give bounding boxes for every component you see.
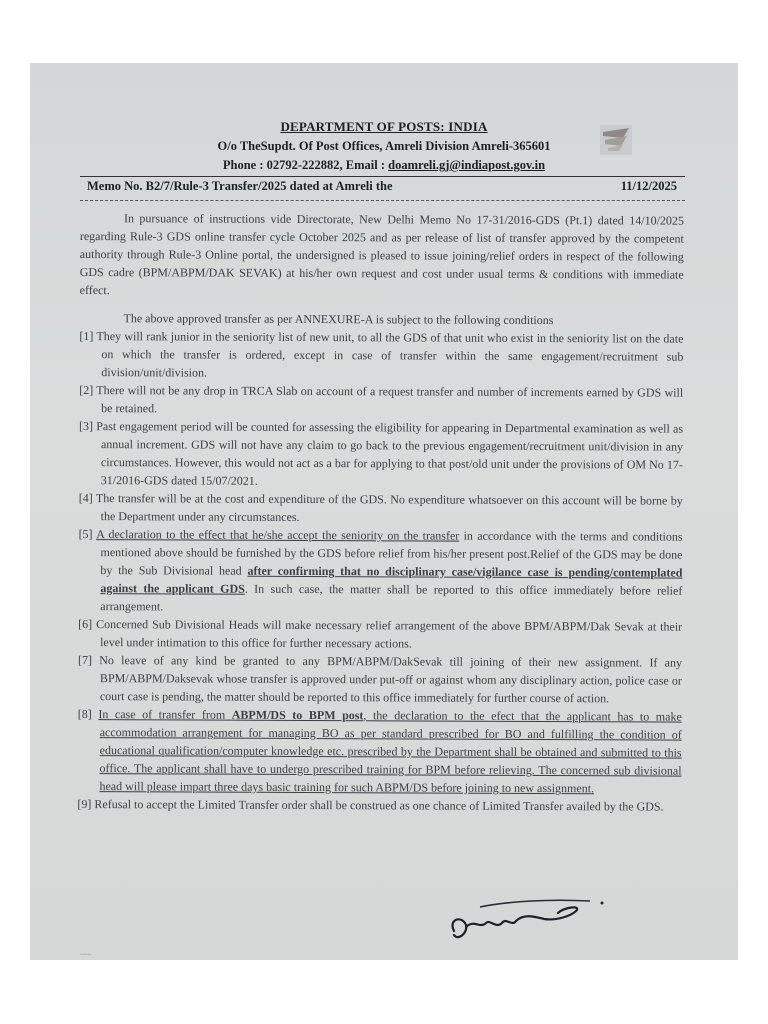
condition-6: [6] Concerned Sub Divisional Heads will make necessary relief arrangement of the above BPM/ABPM/Dak Sevak at their level under intimation to this office for further necessary actions. [78,616,683,651]
memo-date: 11/12/2025 [620,179,677,193]
abpm-to-bpm-clause: ABPM/DS to BPM post [231,707,364,723]
header-rule [80,176,685,177]
condition-4: [4] The transfer will be at the cost and expenditure of the GDS. No expenditure whatsoever on this account will be borne by the Department under any circumstances. [78,490,683,524]
condition-3: [3] Past engagement period will be counted for assessing the eligibility for appearing in Departmental examination as well as annual increment. GDS will not have any claim to go back to the previous engagement/recruitment unit/division in any circumstances. However, this would not act as a bar for applying to that post/old unit under the provisions of OM No 17-31/2016-GDS dated 15/07/2021. [79,418,684,488]
condition-1: [1] They will rank junior in the seniority list of new unit, to all the GDS of that unit who exist in the seniority list on the date on which the transfer is ordered, except in case of transfer within the same engagement/recruitment sub division/unit/division. [79,328,684,380]
page-footer-mark: ~~~ [80,951,92,959]
conditions-intro: The above approved transfer as per ANNEXURE-A is subject to the following conditions [123,311,554,328]
contact-line [30,158,738,173]
memo-number: Memo No. B2/7/Rule-3 Transfer/2025 dated at Amreli the [87,179,393,193]
no-disciplinary-clause: after confirming that no disciplinary case/vigilance case is pending/contemplated against the applicant GDS [100,563,683,596]
intro-paragraph: In pursuance of instructions vide Directorate, New Delhi Memo No 17-31/2016-GDS (Pt.1) dated 14/10/2025 regarding Rule-3 GDS online transfer cycle October 2025 and as per release of list of transfer approved by the competent authority through Rule-3 Online portal, the undersigned is pleased to issue joining/relief orders in respect of the following GDS cadre (BPM/ABPM/DAK SEVAK) at his/her own request and cost under usual terms & conditions with immediate effect. [79,211,684,298]
condition-8 [77,705,681,798]
handwritten-signature [440,889,610,949]
india-post-logo-icon [599,124,633,156]
department-name: DEPARTMENT OF POSTS: INDIA [280,119,488,134]
report-clause: . In such case, the matter shall be reported to this office immediately before relief arrangement. [100,581,683,614]
condition-8-number: [8] [77,706,99,722]
document-page [30,63,738,960]
memo-reference-line [87,179,685,194]
relief-clause: in accordance with the terms and conditions mentioned above should be furnished by the GDS before relief from his/her present post.Relief of the GDS may be done by the Sub Divisional head [100,528,683,578]
condition-2: [2] There will not be any drop in TRCA Slab on account of a request transfer and number of increments earned by GDS will be retained. [79,382,684,416]
condition-5-number: [5] [78,526,97,542]
declaration-clause: A declaration to the effect that he/she accept the seniority on the transfer [96,527,460,543]
memo-body [77,209,684,816]
abpm-intro-clause: In case of transfer from [98,707,232,722]
email-link[interactable]: doamreli.gj@indiapost.gov.in [388,158,546,172]
training-clause: , the declaration to the efect that the applicant has to make accommodation arrangement for managing BO as per standard prescribed for BO and fulfilling the condition of educational qualification/computer knowledge etc. prescribed by the Department shall be obtained and submitted to this office. The applicant shall have to undergo prescribed training for BPM before relieving. The concerned sub divisional head will please impart three days basic training for such ABPM/DS before joining to new assignment. [99,708,682,796]
phone-label: Phone : 02792-222882, Email : [222,158,389,172]
memo-dashed-rule [80,200,685,201]
condition-7: [7] No leave of any kind be granted to any BPM/ABPM/DakSevak till joining of their new assignment. If any BPM/ABPM/Daksevak whose transfer is approved under put-off or against whom any disciplinary action, police case or court case is pending, the matter should be reported to this office immediately for further course of action. [78,652,683,706]
office-address: O/o TheSupdt. Of Post Offices, Amreli Division Amreli-365601 [217,139,551,153]
condition-9: [9] Refusal to accept the Limited Transfer order shall be construed as one chance of Limited Transfer availed by the GDS. [77,796,664,814]
condition-5 [78,525,682,618]
